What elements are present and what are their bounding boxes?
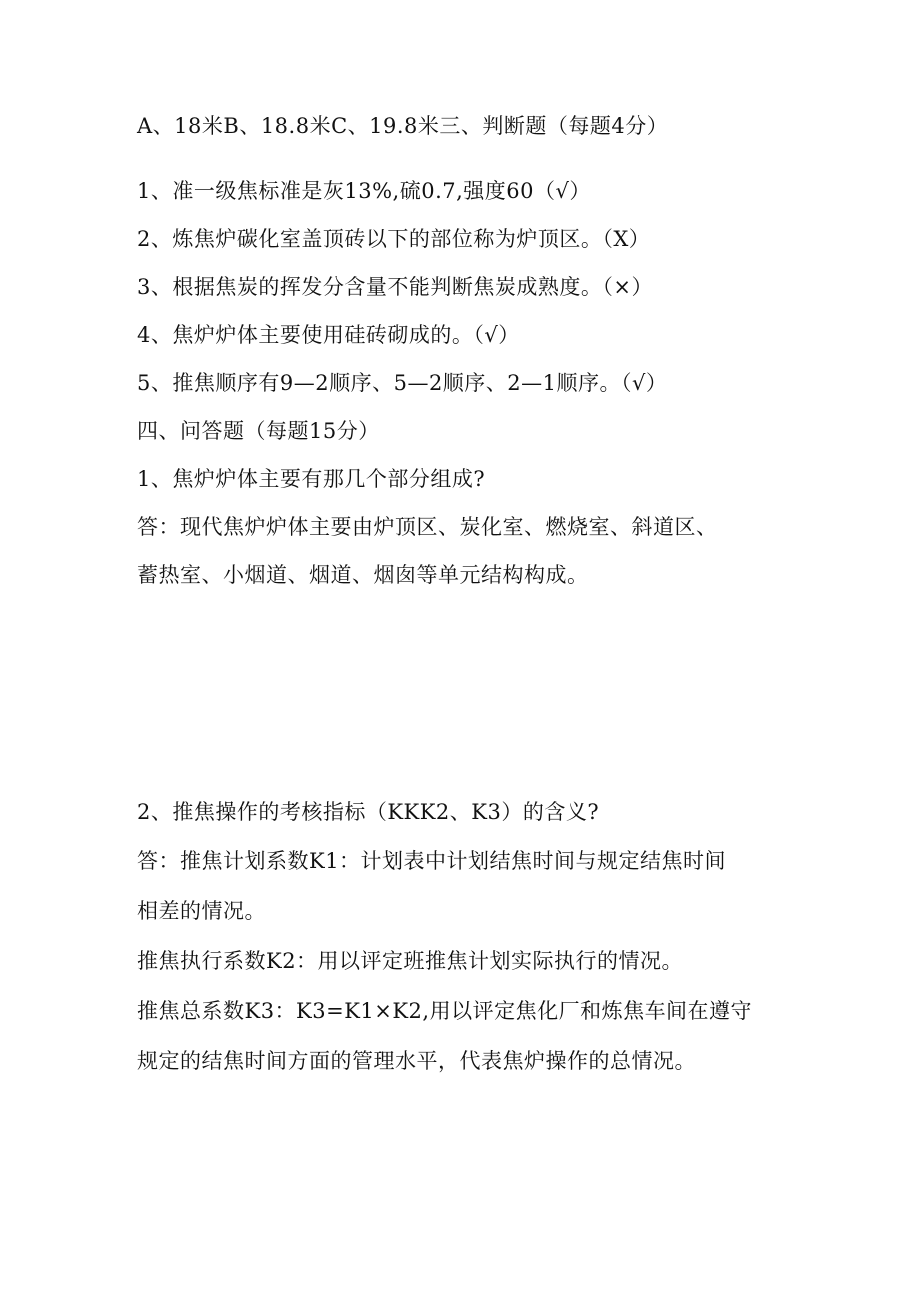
judgment-item-1: 1、准一级焦标准是灰13%,硫0.7,强度60（√） (137, 179, 591, 203)
section3-options-line: A、18米B、18.8米C、19.8米三、判断题（每题4分） (137, 114, 669, 138)
judgment-item-3: 3、根据焦炭的挥发分含量不能判断焦炭成熟度。（×） (137, 275, 653, 299)
q2-answer-line-3: 推焦执行系数K2：用以评定班推焦计划实际执行的情况。 (137, 949, 684, 973)
q1-question: 1、焦炉炉体主要有那几个部分组成? (137, 467, 486, 491)
q1-answer-line-2: 蓄热室、小烟道、烟道、烟囱等单元结构构成。 (137, 563, 589, 587)
q2-answer-line-1: 答：推焦计划系数K1：计划表中计划结焦时间与规定结焦时间 (137, 849, 727, 873)
q1-answer-line-1: 答：现代焦炉炉体主要由炉顶区、炭化室、燃烧室、斜道区、 (137, 515, 718, 539)
q2-answer-line-5: 规定的结焦时间方面的管理水平，代表焦炉操作的总情况。 (137, 1049, 696, 1073)
section4-heading: 四、问答题（每题15分） (137, 419, 380, 443)
q2-answer-line-4: 推焦总系数K3：K3=K1×K2,用以评定焦化厂和炼焦车间在遵守 (137, 999, 753, 1023)
judgment-item-5: 5、推焦顺序有9—2顺序、5—2顺序、2—1顺序。（√） (137, 371, 668, 395)
q2-question: 2、推焦操作的考核指标（KKK2、K3）的含义? (137, 800, 600, 824)
judgment-item-2: 2、炼焦炉碳化室盖顶砖以下的部位称为炉顶区。（X） (137, 227, 651, 251)
judgment-item-4: 4、焦炉炉体主要使用硅砖砌成的。（√） (137, 323, 520, 347)
q2-answer-line-2: 相差的情况。 (137, 899, 266, 923)
